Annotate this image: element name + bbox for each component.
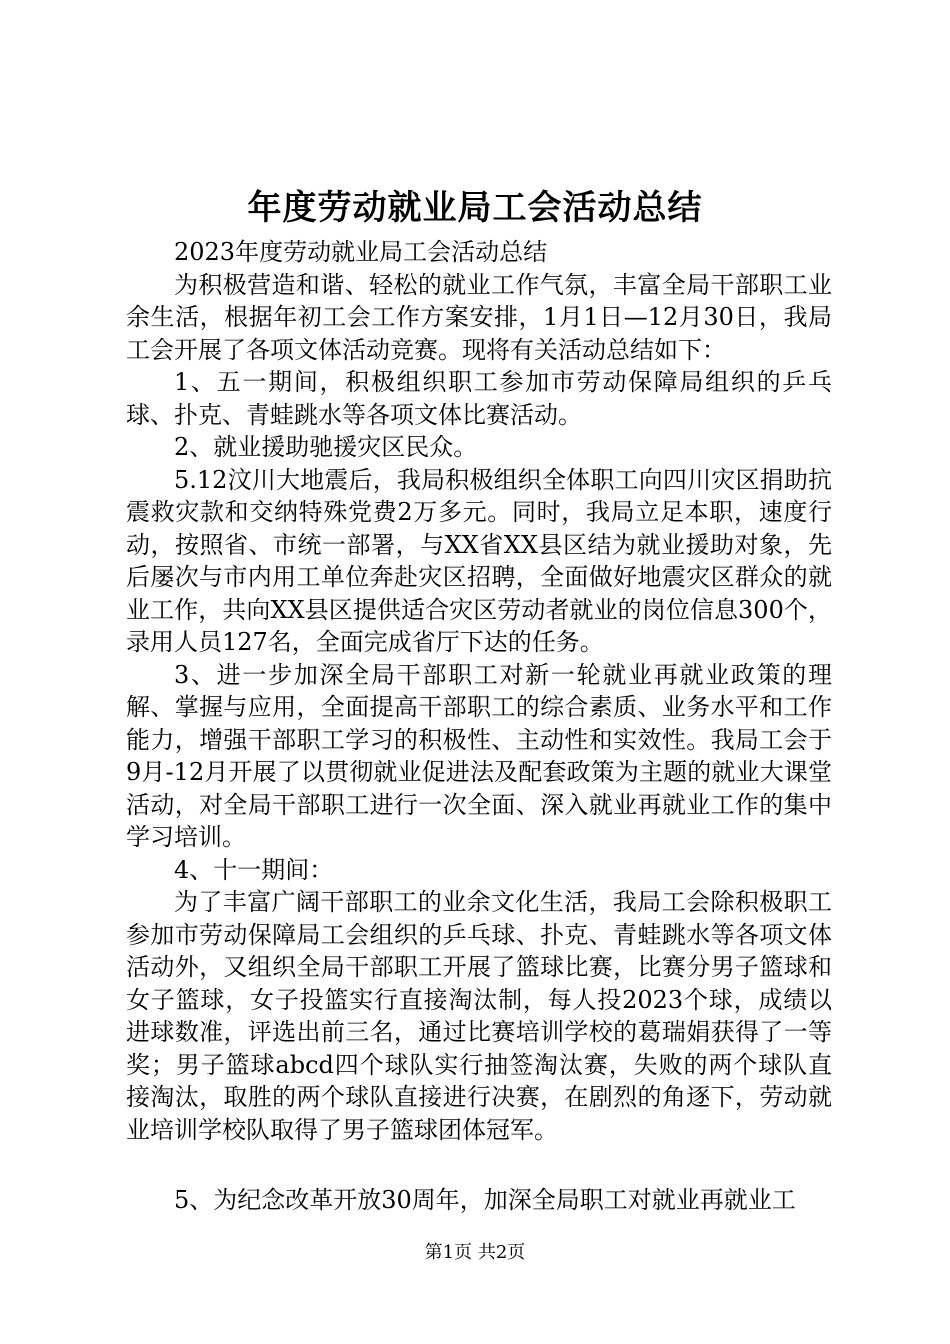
paragraph-item-4: 4、十一期间：	[174, 855, 334, 884]
paragraph-heading: 2023年度劳动就业局工会活动总结	[174, 238, 548, 266]
document-title: 年度劳动就业局工会活动总结	[247, 188, 703, 228]
document-body	[126, 236, 832, 1217]
paragraph-item-5: 5、为纪念改革开放30周年，加深全局职工对就业再就业工	[174, 1186, 796, 1214]
paragraph-item-2: 2、就业援助驰援灾区民众。	[174, 433, 478, 461]
paragraph-item-4-detail: 为了丰富广阔干部职工的业余文化生活，我局工会除积极职工参加市劳动保障局工会组织的乒乓球、扑克、青蛙跳水等各项文体活动外，又组织全局干部职工开展了篮球比赛，比赛分男子篮球和女子篮球，女子投篮实行直接淘汰制，每人投2023个球，成绩以进球数准，评选出前三名，通过比赛培训学校的葛瑞娟获得了一等奖；男子篮球abcd四个球队实行抽签淘汰赛，失败的两个球队直接淘汰，取胜的两个球队直接进行决赛，在剧烈的角逐下，劳动就业培训学校队取得了男子篮球团体冠军。	[126, 888, 832, 1144]
paragraph-item-3: 3、进一步加深全局干部职工对新一轮就业再就业政策的理解、掌握与应用，全面提高干部职工的综合素质、业务水平和工作能力，增强干部职工学习的积极性、主动性和实效性。我局工会于9月-12月开展了以贯彻就业促进法及配套政策为主题的就业大课堂活动，对全局干部职工进行一次全面、深入就业再就业工作的集中学习培训。	[126, 660, 832, 851]
page-number-footer: 第1页 共2页	[424, 1242, 526, 1263]
paragraph-intro: 为积极营造和谐、轻松的就业工作气氛，丰富全局干部职工业余生活，根据年初工会工作方案安排，1月1日—12月30日，我局工会开展了各项文体活动竞赛。现将有关活动总结如下：	[126, 270, 832, 364]
paragraph-item-2-detail: 5.12汶川大地震后，我局积极组织全体职工向四川灾区捐助抗震救灾款和交纳特殊党费2万多元。同时，我局立足本职，速度行动，按照省、市统一部署，与XX省XX县区结为就业援助对象，先后屡次与市内用工单位奔赴灾区招聘，全面做好地震灾区群众的就业工作，共向XX县区提供适合灾区劳动者就业的岗位信息300个，录用人员127名，全面完成省厅下达的任务。	[126, 465, 832, 656]
paragraph-item-1: 1、五一期间，积极组织职工参加市劳动保障局组织的乒乓球、扑克、青蛙跳水等各项文体比赛活动。	[126, 368, 832, 429]
